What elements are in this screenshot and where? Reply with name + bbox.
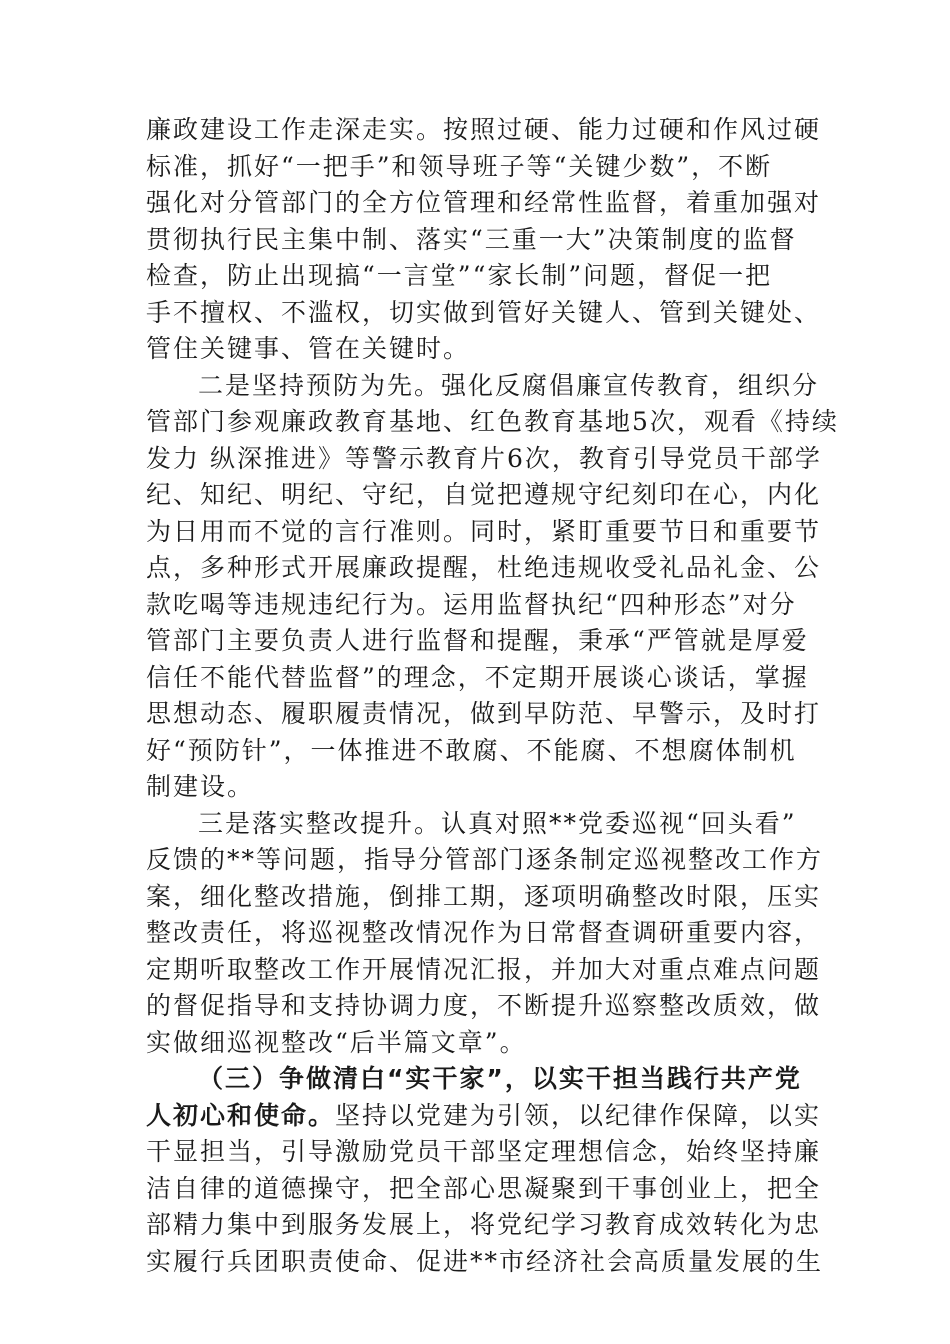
section-heading: （三）争做清白“实干家”，以实干担当践行共产党 bbox=[198, 1064, 802, 1093]
text-run: 坚持以党建为引领，以纪律作保障，以实 bbox=[335, 1100, 822, 1130]
text-line: 款吃喝等违规违纪行为。运用监督执纪“四种形态”对分 bbox=[146, 589, 797, 619]
text-line: 管部门主要负责人进行监督和提醒，秉承“严管就是厚爱 bbox=[146, 626, 809, 655]
text-line: 为日用而不觉的言行准则。同时，紧盯重要节日和重要节 bbox=[146, 516, 822, 546]
text-line: 标准，抓好“一把手”和领导班子等“关键少数”，不断 bbox=[146, 151, 773, 181]
text-line: 贯彻执行民主集中制、落实“三重一大”决策制度的监督 bbox=[146, 224, 797, 254]
text-line: 检查，防止出现搞“一言堂”“家长制”问题，督促一把 bbox=[146, 261, 773, 290]
text-line: 手不擅权、不滥权，切实做到管好关键人、管到关键处、 bbox=[146, 297, 822, 327]
text-line: 廉政建设工作走深走实。按照过硬、能力过硬和作风过硬 bbox=[146, 115, 822, 144]
text-line: 实履行兵团职责使命、促进**市经济社会高质量发展的生 bbox=[146, 1246, 824, 1276]
heading-continuation-line bbox=[146, 1098, 822, 1135]
text-line: 制建设。 bbox=[146, 772, 255, 801]
text-line: 管部门参观廉政教育基地、红色教育基地5次，观看《持续 bbox=[146, 407, 839, 436]
text-line: 案，细化整改措施，倒排工期，逐项明确整改时限，压实 bbox=[146, 881, 822, 911]
text-line: 思想动态、履职履责情况，做到早防范、早警示，及时打 bbox=[146, 699, 822, 728]
text-line: 发力 纵深推进》等警示教育片6次，教育引导党员干部学 bbox=[146, 443, 822, 473]
section-heading-end: 人初心和使命。 bbox=[146, 1100, 336, 1130]
text-line: 定期听取整改工作开展情况汇报，并加大对重点难点问题 bbox=[146, 954, 822, 984]
paragraph-start: 三是落实整改提升。认真对照**党委巡视“回头看” bbox=[198, 808, 797, 838]
text-line: 整改责任，将巡视整改情况作为日常督查调研重要内容， bbox=[146, 918, 822, 947]
text-line: 反馈的**等问题，指导分管部门逐条制定巡视整改工作方 bbox=[146, 845, 824, 874]
paragraph-start: 二是坚持预防为先。强化反腐倡廉宣传教育，组织分 bbox=[198, 370, 820, 400]
document-body bbox=[146, 112, 839, 1280]
text-line: 点，多种形式开展廉政提醒，杜绝违规收受礼品礼金、公 bbox=[146, 553, 822, 582]
text-line: 纪、知纪、明纪、守纪，自觉把遵规守纪刻印在心，内化 bbox=[146, 480, 822, 509]
text-line: 洁自律的道德操守，把全部心思凝聚到干事创业上，把全 bbox=[146, 1173, 822, 1203]
text-line: 干显担当，引导激励党员干部坚定理想信念，始终坚持廉 bbox=[146, 1137, 822, 1166]
text-line: 实做细巡视整改“后半篇文章”。 bbox=[146, 1027, 527, 1057]
text-line: 管住关键事、管在关键时。 bbox=[146, 334, 471, 363]
text-line: 部精力集中到服务发展上，将党纪学习教育成效转化为忠 bbox=[146, 1210, 822, 1239]
text-line: 好“预防针”，一体推进不敢腐、不能腐、不想腐体制机 bbox=[146, 735, 797, 765]
text-line: 强化对分管部门的全方位管理和经常性监督，着重加强对 bbox=[146, 188, 822, 217]
text-line: 的督促指导和支持协调力度，不断提升巡察整改质效，做 bbox=[146, 991, 822, 1020]
text-line: 信任不能代替监督”的理念，不定期开展谈心谈话，掌握 bbox=[146, 662, 809, 692]
